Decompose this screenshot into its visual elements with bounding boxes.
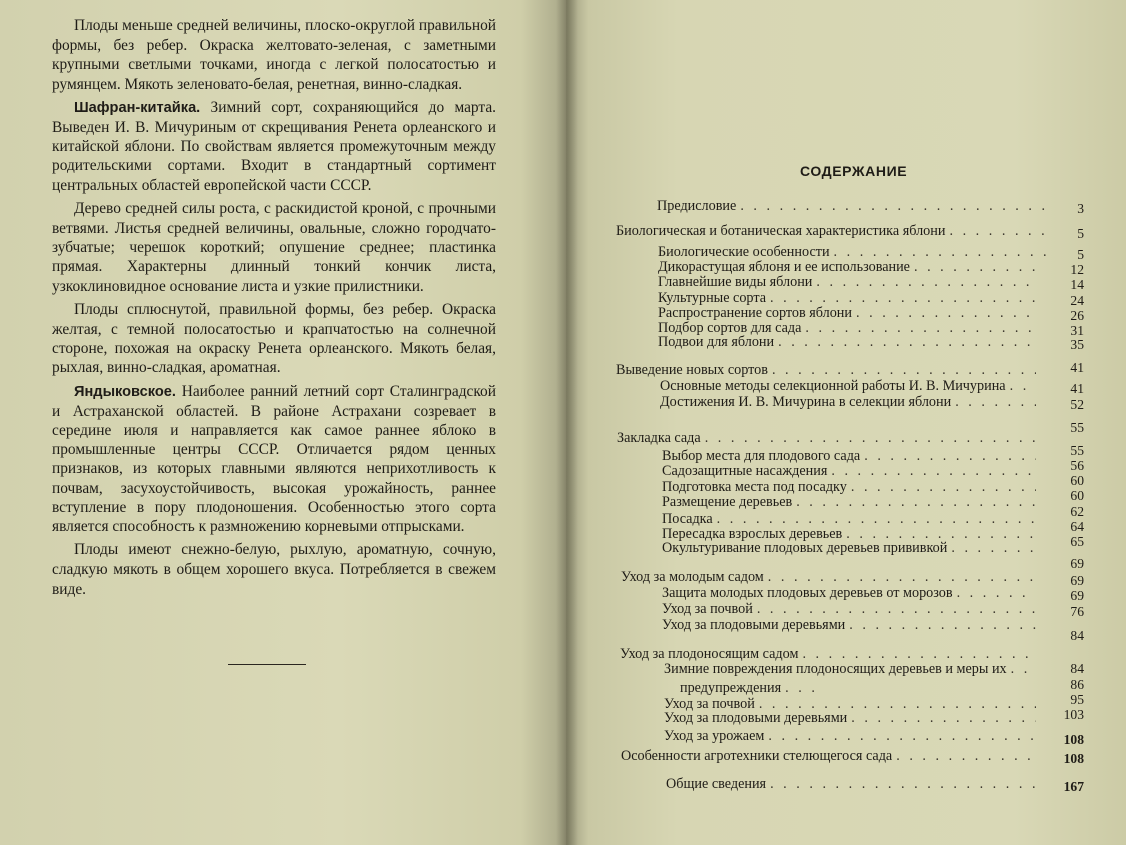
toc-leader-dots bbox=[831, 463, 1036, 479]
toc-entry-label: Главнейшие виды яблони bbox=[658, 274, 813, 290]
toc-entry bbox=[664, 728, 1040, 744]
toc-page-number: 35 bbox=[1070, 337, 1084, 352]
toc-page-number: 55 bbox=[1070, 420, 1084, 435]
toc-entry-label: Биологические особенности bbox=[658, 244, 830, 260]
toc-entry-label: Выведение новых сортов bbox=[616, 362, 768, 378]
paragraph-4 bbox=[52, 300, 496, 378]
toc-page-number: 76 bbox=[1070, 604, 1084, 619]
toc-leader-dots bbox=[717, 511, 1036, 527]
toc-entry bbox=[621, 748, 1040, 764]
toc-page-number: 41 bbox=[1070, 381, 1084, 396]
toc-entry bbox=[620, 646, 1040, 662]
toc-leader-dots bbox=[1010, 378, 1036, 394]
toc-entry-label: Основные методы селекционной работы И. В. Мичурина bbox=[660, 378, 1006, 394]
variety-name: Шафран-китайка. bbox=[74, 99, 201, 116]
toc-entry bbox=[662, 511, 1040, 527]
paragraph-text: Наиболее ранний летний сорт Сталинградской и Астраханской областей. В районе Астрахани созревает в середине июля и направляется как самое раннее яблоко в промышленные центры СССР. Отличается рядом ценных признаков, из которых главными являются неприхотливость к почвам, засухоустойчивость, высокая урожайность, раннее вступление в пору плодоношения. Особенностью этого сорта является способность к размножению корневыми отпрысками. bbox=[52, 382, 496, 536]
toc-entry bbox=[666, 776, 1040, 792]
toc-entry-label: Уход за почвой bbox=[664, 696, 755, 712]
toc-page-number: 69 bbox=[1070, 573, 1084, 588]
book-gutter bbox=[556, 0, 578, 845]
toc-entry-label: Уход за плодоносящим садом bbox=[620, 646, 799, 662]
toc-entry bbox=[657, 198, 1050, 214]
toc-entry bbox=[621, 569, 1040, 585]
toc-entry-label: Подвои для яблони bbox=[658, 334, 775, 350]
toc-entry-label: Подбор сортов для сада bbox=[658, 320, 802, 336]
toc-entry-label: Предисловие bbox=[657, 198, 737, 214]
toc-page-number: 12 bbox=[1070, 262, 1084, 277]
toc-entry bbox=[658, 274, 1040, 290]
toc-leader-dots bbox=[770, 776, 1036, 792]
toc-entry bbox=[660, 378, 1040, 394]
toc-page-number: 65 bbox=[1070, 534, 1084, 549]
toc-entry bbox=[662, 617, 1040, 633]
toc-entry-label: Биологическая и ботаническая характеристика яблони bbox=[616, 223, 946, 239]
toc-entry bbox=[680, 680, 820, 696]
toc-entry bbox=[658, 305, 1040, 321]
toc-entry bbox=[658, 290, 1040, 306]
toc-leader-dots bbox=[796, 494, 1036, 510]
toc-page-number: 69 bbox=[1070, 588, 1084, 603]
toc-leader-dots bbox=[1011, 661, 1036, 677]
toc-page-number: 5 bbox=[1077, 226, 1084, 241]
toc-entry-label: Уход за почвой bbox=[662, 601, 753, 617]
toc-page-number: 167 bbox=[1063, 779, 1084, 794]
toc-title: СОДЕРЖАНИЕ bbox=[800, 163, 908, 179]
toc-leader-dots bbox=[770, 290, 1036, 306]
toc-entry-label: предупреждения bbox=[680, 680, 782, 696]
toc-entry-label: Уход за урожаем bbox=[664, 728, 765, 744]
toc-leader-dots bbox=[816, 274, 1036, 290]
toc-leader-dots bbox=[757, 601, 1036, 617]
toc-leader-dots bbox=[896, 748, 1036, 764]
toc-entry bbox=[617, 430, 1040, 446]
toc-entry bbox=[616, 223, 1050, 239]
toc-entry bbox=[658, 334, 1040, 350]
toc-page-number: 56 bbox=[1070, 458, 1084, 473]
toc-page-number: 64 bbox=[1070, 519, 1084, 534]
paragraph-5 bbox=[52, 382, 496, 537]
toc-leader-dots bbox=[802, 646, 1036, 662]
toc-leader-dots bbox=[864, 448, 1036, 464]
toc-page-number: 69 bbox=[1070, 556, 1084, 571]
variety-name: Яндыковское. bbox=[74, 383, 176, 400]
toc-entry-label: Садозащитные насаждения bbox=[662, 463, 828, 479]
toc-entry bbox=[662, 463, 1040, 479]
toc-leader-dots bbox=[785, 680, 816, 696]
toc-page-number: 14 bbox=[1070, 277, 1084, 292]
paragraph-text: Дерево средней силы роста, с раскидистой кроной, с прочными ветвями. Листья средней величины, овальные, сложно городчато-зубчатые; черешок короткий; опушение среднее; пластинка прямая. Характерны длинный тонкий кончик листа, узкоклиновидное основание листа и узкие прилистники. bbox=[52, 199, 496, 295]
toc-leader-dots bbox=[705, 430, 1036, 446]
toc-leader-dots bbox=[851, 710, 1036, 726]
toc-leader-dots bbox=[778, 334, 1036, 350]
paragraph-text: Плоды сплюснутой, правильной формы, без ребер. Окраска желтая, с темной полосатостью и крапчатостью на солнечной стороне, похожая на окраску Ренета орлеанского. Мякоть белая, рыхлая, винно-сладкая, ароматная. bbox=[52, 300, 496, 377]
toc-leader-dots bbox=[849, 617, 1036, 633]
toc-leader-dots bbox=[851, 479, 1036, 495]
toc-page-number: 26 bbox=[1070, 308, 1084, 323]
toc-entry-label: Подготовка места под посадку bbox=[662, 479, 847, 495]
toc-entry-label: Достижения И. В. Мичурина в селекции яблони bbox=[660, 394, 952, 410]
toc-entry-label: Уход за молодым садом bbox=[621, 569, 764, 585]
toc-leader-dots bbox=[957, 585, 1036, 601]
toc-leader-dots bbox=[955, 394, 1036, 410]
toc-page-number: 24 bbox=[1070, 293, 1084, 308]
toc-entry-label: Общие сведения bbox=[666, 776, 767, 792]
toc-leader-dots bbox=[772, 362, 1036, 378]
toc-page-number: 5 bbox=[1077, 247, 1084, 262]
toc-entry-label: Зимние повреждения плодоносящих деревьев и меры их bbox=[664, 661, 1007, 677]
toc-entry bbox=[658, 259, 1040, 275]
toc-entry bbox=[662, 448, 1040, 464]
toc-entry-label: Посадка bbox=[662, 511, 713, 527]
toc-page-number: 84 bbox=[1070, 661, 1084, 676]
paragraph-text: Плоды имеют снежно-белую, рыхлую, ароматную, сочную, сладкую мякоть в общем хорошего вкуса. Потребляется в свежем виде. bbox=[52, 541, 496, 598]
toc-entry-label: Уход за плодовыми деревьями bbox=[662, 617, 846, 633]
paragraph-3 bbox=[52, 199, 496, 296]
toc-leader-dots bbox=[768, 569, 1036, 585]
toc-entry-label: Защита молодых плодовых деревьев от морозов bbox=[662, 585, 953, 601]
toc-entry bbox=[660, 394, 1040, 410]
toc-leader-dots bbox=[951, 540, 1036, 556]
toc-entry-label: Размещение деревьев bbox=[662, 494, 793, 510]
toc-entry-label: Культурные сорта bbox=[658, 290, 767, 306]
toc-page-number: 103 bbox=[1063, 707, 1084, 722]
toc-page-number: 86 bbox=[1070, 677, 1084, 692]
toc-page-number: 41 bbox=[1070, 360, 1084, 375]
toc-entry bbox=[616, 362, 1040, 378]
paragraph-text: Зимний сорт, сохраняющийся до марта. Выведен И. В. Мичуриным от скрещивания Ренета орлеанского и китайской яблони. По свойствам является промежуточным между родительскими сортами. Входит в стандартный сортимент центральных областей европейской части СССР. bbox=[52, 98, 496, 194]
toc-page-number: 108 bbox=[1063, 732, 1084, 747]
paragraph-text: Плоды меньше средней величины, плоско-округлой правильной формы, без ребер. Окраска желтовато-зеленая, с заметными крупными светлыми точками, иногда с легкой полосатостью и румянцем. Мякоть зеленовато-белая, ренетная, винно-сладкая. bbox=[52, 17, 496, 93]
toc-page-number: 55 bbox=[1070, 443, 1084, 458]
paragraph-1 bbox=[52, 16, 496, 94]
toc-entry bbox=[662, 540, 1040, 556]
toc-entry bbox=[664, 661, 1040, 677]
toc-entry bbox=[658, 244, 1050, 260]
toc-entry-label: Закладка сада bbox=[617, 430, 701, 446]
paragraph-2 bbox=[52, 98, 496, 195]
toc-leader-dots bbox=[914, 259, 1036, 275]
toc-page-number: 60 bbox=[1070, 488, 1084, 503]
toc-page-number: 108 bbox=[1063, 751, 1084, 766]
toc-leader-dots bbox=[768, 728, 1036, 744]
toc-entry bbox=[664, 710, 1040, 726]
toc-entry-label: Дикорастущая яблоня и ее использование bbox=[658, 259, 910, 275]
toc-leader-dots bbox=[949, 223, 1046, 239]
paragraph-6 bbox=[52, 540, 496, 599]
toc-entry bbox=[662, 479, 1040, 495]
left-page-text bbox=[52, 16, 496, 603]
toc-entry bbox=[662, 601, 1040, 617]
end-rule bbox=[228, 664, 306, 665]
toc-entry-label: Окультуривание плодовых деревьев прививкой bbox=[662, 540, 948, 556]
toc-page-number: 84 bbox=[1070, 628, 1084, 643]
toc-entry-label: Распространение сортов яблони bbox=[658, 305, 852, 321]
toc-entry bbox=[662, 585, 1040, 601]
toc-leader-dots bbox=[834, 244, 1046, 260]
toc-page-number: 95 bbox=[1070, 692, 1084, 707]
toc-page-number: 60 bbox=[1070, 473, 1084, 488]
toc-page-number: 62 bbox=[1070, 504, 1084, 519]
toc-leader-dots bbox=[856, 305, 1036, 321]
toc-leader-dots bbox=[740, 198, 1046, 214]
toc-entry bbox=[662, 494, 1040, 510]
toc-page-number: 52 bbox=[1070, 397, 1084, 412]
toc-page-number: 3 bbox=[1077, 201, 1084, 216]
toc-entry-label: Пересадка взрослых деревьев bbox=[662, 526, 843, 542]
toc-entry-label: Уход за плодовыми деревьями bbox=[664, 710, 848, 726]
toc-entry-label: Особенности агротехники стелющегося сада bbox=[621, 748, 893, 764]
toc-page-number: 31 bbox=[1070, 323, 1084, 338]
toc-entry-label: Выбор места для плодового сада bbox=[662, 448, 861, 464]
